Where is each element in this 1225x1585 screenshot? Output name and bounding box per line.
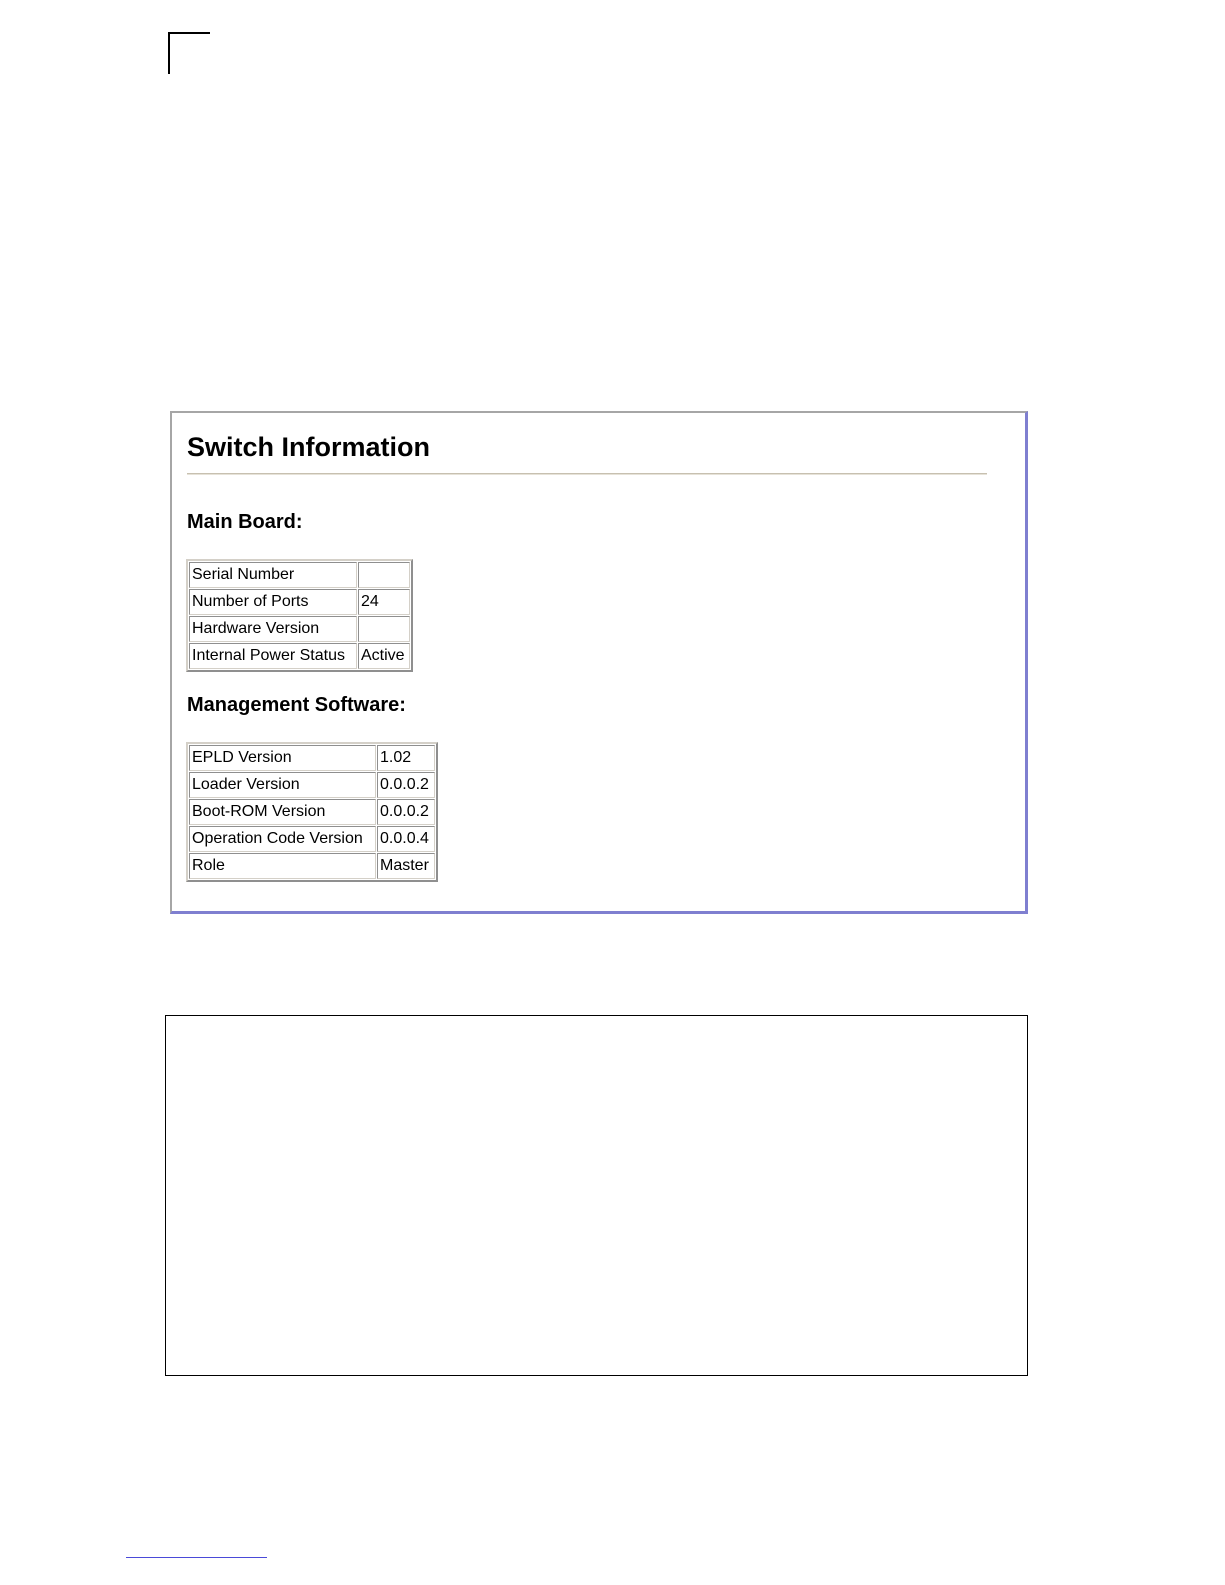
main-board-heading: Main Board: [187,511,303,533]
row-label-operation-code-version: Operation Code Version [189,826,376,852]
table-row [189,745,435,771]
switch-information-panel [170,411,1028,914]
row-label-epld-version: EPLD Version [189,745,376,771]
row-label-role: Role [189,853,376,879]
row-value-internal-power-status: Active [358,643,410,669]
footer-rule [126,1557,267,1558]
table-row [189,643,410,669]
crop-mark-vertical [168,32,170,74]
management-software-table [186,742,438,882]
table-row [189,853,435,879]
row-value-operation-code-version: 0.0.0.4 [377,826,435,852]
crop-mark-horizontal [168,32,210,34]
row-value-epld-version: 1.02 [377,745,435,771]
cli-example-box [165,1015,1028,1376]
management-software-heading: Management Software: [187,694,406,716]
row-label-serial-number: Serial Number [189,562,357,588]
row-label-hardware-version: Hardware Version [189,616,357,642]
row-value-loader-version: 0.0.0.2 [377,772,435,798]
row-value-hardware-version [358,616,410,642]
row-label-number-of-ports: Number of Ports [189,589,357,615]
title-divider [187,473,987,475]
main-board-table [186,559,413,672]
table-row [189,562,410,588]
table-row [189,826,435,852]
row-value-role: Master [377,853,435,879]
row-label-loader-version: Loader Version [189,772,376,798]
table-row [189,589,410,615]
row-value-number-of-ports: 24 [358,589,410,615]
table-row [189,772,435,798]
table-row [189,799,435,825]
page-title: Switch Information [187,432,430,462]
row-value-boot-rom-version: 0.0.0.2 [377,799,435,825]
row-value-serial-number [358,562,410,588]
row-label-internal-power-status: Internal Power Status [189,643,357,669]
table-row [189,616,410,642]
row-label-boot-rom-version: Boot-ROM Version [189,799,376,825]
